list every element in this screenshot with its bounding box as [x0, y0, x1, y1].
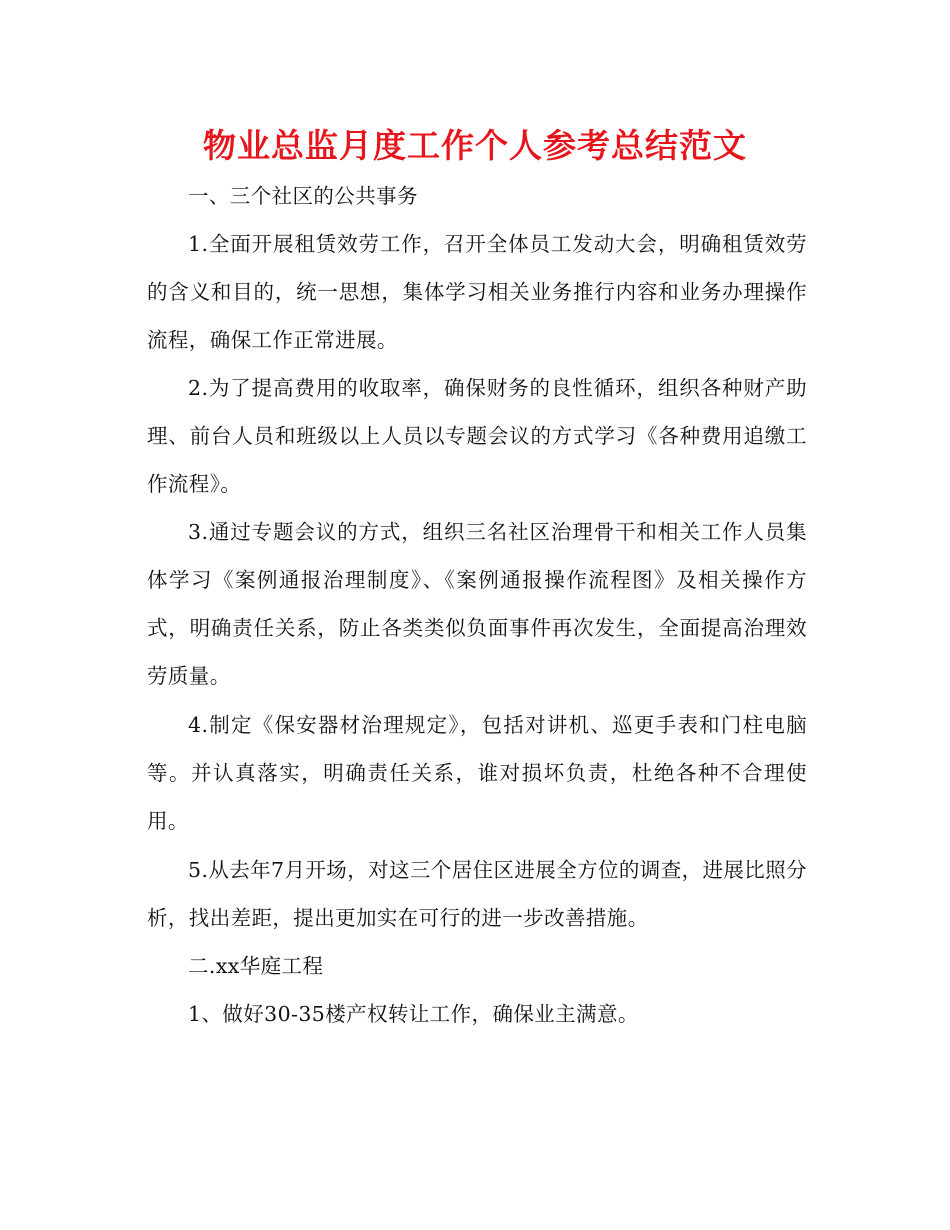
document-body-p6 [147, 990, 807, 1038]
document-body-p5 [147, 846, 807, 942]
paragraph-2: 2.为了提高费用的收取率，确保财务的良性循环，组织各种财产助理、前台人员和班级以上人员以专题会议的方式学习《各种费用追缴工作流程》。 [147, 376, 807, 496]
document-body-h2 [147, 942, 807, 990]
paragraph-6: 1、做好30-35楼产权转让工作，确保业主满意。 [188, 1002, 639, 1026]
paragraph-3: 3.通过专题会议的方式，组织三名社区治理骨干和相关工作人员集体学习《案例通报治理制度》、《案例通报操作流程图》及相关操作方式，明确责任关系，防止各类类似负面事件再次发生，全面提高治理效劳质量。 [147, 520, 807, 688]
section-heading-2: 二.xx华庭工程 [188, 954, 324, 978]
document-body-p4 [147, 701, 807, 845]
paragraph-1: 1.全面开展租赁效劳工作，召开全体员工发动大会，明确租赁效劳的含义和目的，统一思想，集体学习相关业务推行内容和业务办理操作流程，确保工作正常进展。 [147, 232, 807, 352]
section-heading-1: 一、三个社区的公共事务 [188, 184, 418, 208]
document-body-p2 [147, 364, 807, 508]
paragraph-5: 5.从去年7月开场，对这三个居住区进展全方位的调查，进展比照分析，找出差距，提出更加实在可行的进一步改善措施。 [147, 858, 807, 930]
document-body-p3 [147, 508, 807, 700]
document-title: 物业总监月度工作个人参考总结范文 [203, 126, 747, 165]
paragraph-4: 4.制定《保安器材治理规定》，包括对讲机、巡更手表和门柱电脑等。并认真落实，明确责任关系，谁对损坏负责，杜绝各种不合理使用。 [147, 713, 807, 833]
document-body [147, 172, 807, 220]
document-body-p1 [147, 220, 807, 364]
